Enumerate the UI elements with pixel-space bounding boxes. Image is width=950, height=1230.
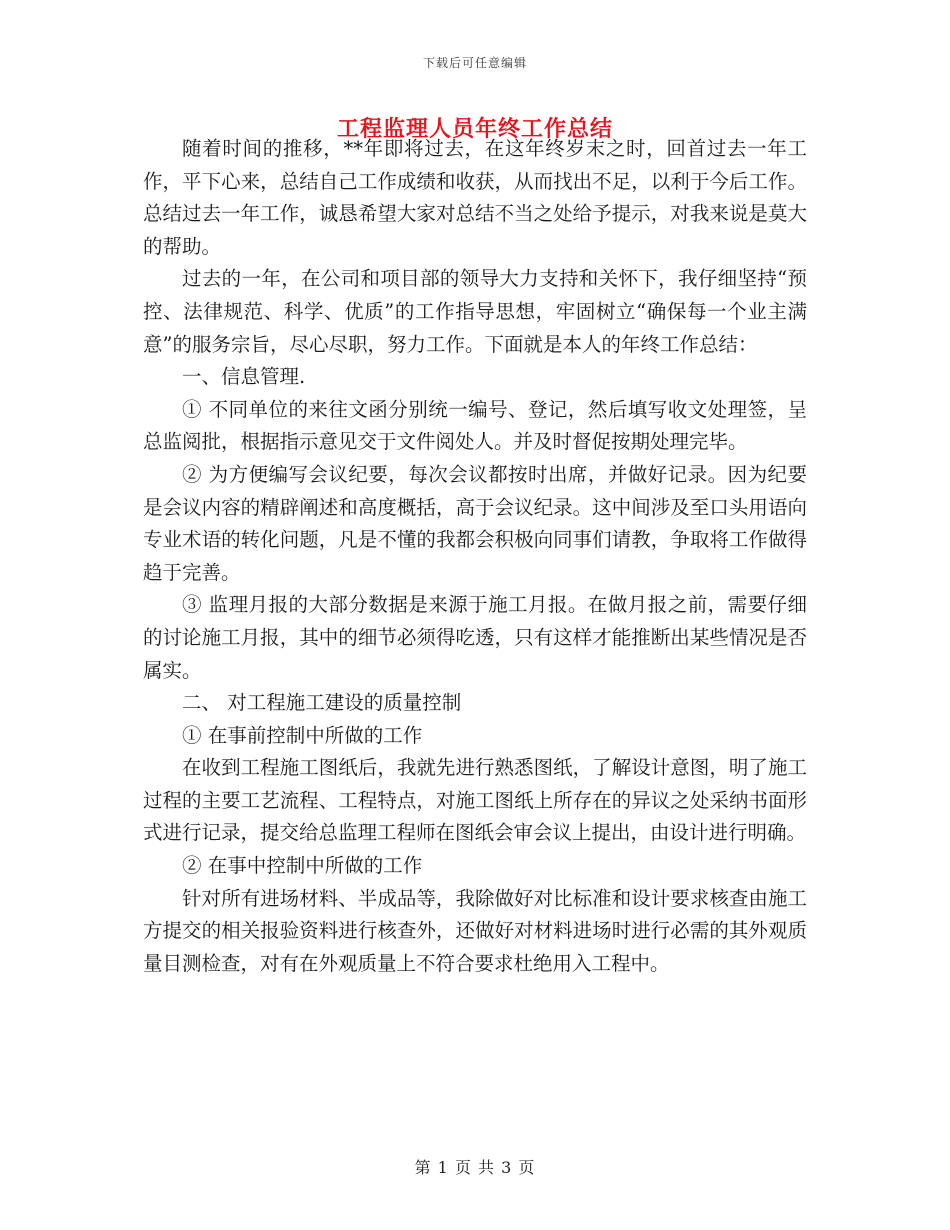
page-footer: 第 1 页 共 3 页 (414, 1158, 536, 1177)
document-title: 工程监理人员年终工作总结 (336, 116, 613, 142)
paragraph: 针对所有进场材料、半成品等，我除做好对比标准和设计要求核查由施工方提交的相关报验资料进行核查外，还做好对材料进场时进行必需的其外观质量目测检查，对有在外观质量上不符合要求杜绝用入工程中。 (143, 886, 807, 975)
section-heading: 二、 对工程施工建设的质量控制 (182, 691, 462, 715)
paragraph: ③ 监理月报的大部分数据是来源于施工月报。在做月报之前，需要仔细的讨论施工月报，其中的细节必须得吃透，只有这样才能推断出某些情况是否属实。 (143, 593, 807, 682)
paragraph: 过去的一年，在公司和项目部的领导大力支持和关怀下，我仔细坚持“预控、法律规范、科学、优质”的工作指导思想，牢固树立“确保每一个业主满意”的服务宗旨，尽心尽职，努力工作。下面就是本人的年终工作总结： (143, 267, 807, 356)
document-body (143, 133, 807, 980)
paragraph: ① 不同单位的来往文函分别统一编号、登记，然后填写收文处理签，呈总监阅批，根据指示意见交于文件阅处人。并及时督促按期处理完毕。 (143, 397, 807, 454)
paragraph: 随着时间的推移，**年即将过去，在这年终岁末之时，回首过去一年工作，平下心来，总结自己工作成绩和收获，从而找出不足，以利于今后工作。总结过去一年工作，诚恳希望大家对总结不当之处给予提示，对我来说是莫大的帮助。 (143, 137, 807, 258)
header-note: 下载后可任意编辑 (422, 56, 527, 70)
subsection-heading: ① 在事前控制中所做的工作 (182, 723, 423, 747)
paragraph: ② 为方便编写会议纪要，每次会议都按时出席，并做好记录。因为纪要是会议内容的精辟阐述和高度概括，高于会议纪录。这中间涉及至口头用语向专业术语的转化问题，凡是不懂的我都会积极向同事们请教，争取将工作做得趋于完善。 (143, 462, 807, 584)
section-heading: 一、信息管理. (182, 365, 306, 389)
paragraph: 在收到工程施工图纸后，我就先进行熟悉图纸，了解设计意图，明了施工过程的主要工艺流程、工程特点，对施工图纸上所存在的异议之处采纳书面形式进行记录，提交给总监理工程师在图纸会审会议上提出，由设计进行明确。 (143, 756, 807, 845)
subsection-heading: ② 在事中控制中所做的工作 (182, 854, 423, 878)
